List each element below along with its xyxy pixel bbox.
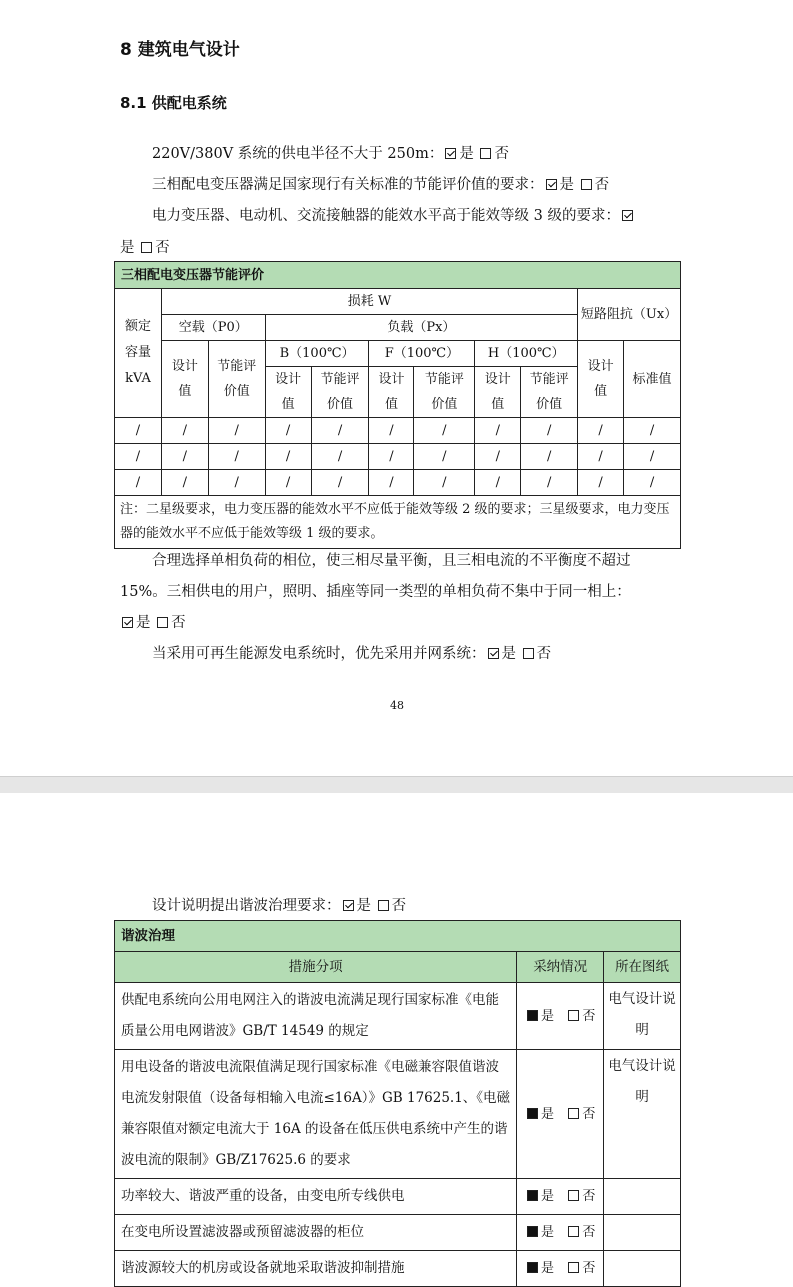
no-load-eval-header: 节能评 价值 — [208, 341, 265, 418]
no-checkbox[interactable] — [568, 1262, 579, 1273]
yes-label: 是 — [356, 898, 371, 914]
yes-checkbox[interactable] — [122, 617, 133, 628]
table-row — [115, 1050, 681, 1179]
table-row — [115, 983, 681, 1050]
yes-checkbox[interactable] — [445, 148, 456, 159]
adoption-column-header: 采纳情况 — [517, 952, 604, 983]
no-checkbox[interactable] — [568, 1108, 579, 1119]
yes-label: 是 — [501, 646, 516, 662]
h-class-header: H（100℃） — [475, 341, 578, 367]
table-row: / / / / / / / / / / / — [115, 470, 681, 496]
f-eval-header: 节能评 价值 — [414, 367, 475, 418]
table-row: / / / / / / / / / / / — [115, 418, 681, 444]
no-checkbox[interactable] — [568, 1010, 579, 1021]
adoption-cell: 是 否 — [517, 1179, 604, 1215]
short-circuit-header: 短路阻抗（Ux） — [578, 289, 681, 341]
table-row — [115, 1179, 681, 1215]
no-label: 否 — [536, 646, 552, 662]
no-checkbox[interactable] — [523, 648, 534, 659]
table-note: 注：二星级要求，电力变压器的能效水平不应低于能效等级 2 级的要求；三星级要求，电力变压器的能效水平不应低于能效等级 1 级的要求。 — [115, 496, 681, 549]
measure-cell: 功率较大、谐波严重的设备，由变电所专线供电 — [115, 1179, 517, 1215]
no-checkbox[interactable] — [581, 179, 592, 190]
no-checkbox[interactable] — [378, 900, 389, 911]
transformer-evaluation-table — [114, 261, 681, 549]
phase-balance-line-1: 合理选择单相负荷的相位，使三相尽量平衡，且三相电流的不平衡度不超过 — [152, 553, 631, 569]
no-checkbox[interactable] — [141, 242, 152, 253]
measure-cell: 用电设备的谐波电流限值满足现行国家标准《电磁兼容限值谐波电流发射限值（设备每相输入电流≤16A）》GB 17625.1、《电磁兼容限值对额定电流大于 16A 的设备在低压供电系统中产生的谐波电流的限制》GB/Z17625.6 的要求 — [115, 1050, 517, 1179]
harmonic-table — [114, 920, 681, 1287]
yes-checkbox[interactable] — [527, 1226, 538, 1237]
yes-checkbox[interactable] — [527, 1108, 538, 1119]
drawing-cell — [604, 1251, 681, 1287]
drawing-cell — [604, 1179, 681, 1215]
adoption-cell: 是 否 — [517, 1251, 604, 1287]
renewable-text: 当采用可再生能源发电系统时，优先采用并网系统： — [152, 646, 486, 662]
f-design-header: 设计 值 — [369, 367, 414, 418]
yes-checkbox[interactable] — [488, 648, 499, 659]
no-label: 否 — [391, 898, 407, 914]
impedance-standard-header: 标准值 — [624, 341, 681, 418]
drawing-cell — [604, 1215, 681, 1251]
h-eval-header: 节能评 价值 — [521, 367, 578, 418]
no-checkbox[interactable] — [157, 617, 168, 628]
b-class-header: B（100℃） — [265, 341, 369, 367]
rated-capacity-header: 额定 容量 kVA — [115, 289, 162, 418]
no-checkbox[interactable] — [568, 1190, 579, 1201]
yes-checkbox[interactable] — [546, 179, 557, 190]
no-label: 否 — [594, 177, 610, 193]
efficiency-level-line — [152, 204, 636, 225]
no-load-header: 空载（P0） — [161, 315, 265, 341]
measure-column-header: 措施分项 — [115, 952, 517, 983]
section-heading: 8.1 供配电系统 — [120, 94, 227, 112]
document-page-2 — [0, 793, 793, 1287]
impedance-design-header: 设计 值 — [578, 341, 624, 418]
yes-checkbox[interactable] — [527, 1010, 538, 1021]
renewable-line — [152, 642, 551, 663]
table-row — [115, 1251, 681, 1287]
supply-radius-text: 220V/380V 系统的供电半径不大于 250m： — [152, 146, 444, 162]
transformer-standard-line — [152, 173, 609, 194]
table-title: 三相配电变压器节能评价 — [115, 262, 681, 289]
f-class-header: F（100℃） — [369, 341, 475, 367]
supply-radius-line — [152, 142, 509, 163]
b-design-header: 设计 值 — [265, 367, 311, 418]
b-eval-header: 节能评 价值 — [311, 367, 369, 418]
page-number: 48 — [390, 699, 404, 712]
chapter-heading: 8 建筑电气设计 — [120, 40, 240, 60]
drawing-column-header: 所在图纸 — [604, 952, 681, 983]
h-design-header: 设计 值 — [475, 367, 521, 418]
yes-checkbox[interactable] — [622, 210, 633, 221]
efficiency-level-text: 电力变压器、电动机、交流接触器的能效水平高于能效等级 3 级的要求： — [152, 208, 620, 224]
yes-label: 是 — [459, 146, 474, 162]
drawing-cell: 电气设计说明 — [604, 983, 681, 1050]
harmonic-intro-line — [152, 894, 406, 915]
adoption-cell: 是 否 — [517, 1050, 604, 1179]
loss-header: 损耗 W — [161, 289, 577, 315]
yes-label: 是 — [136, 615, 151, 631]
no-label: 否 — [494, 146, 509, 162]
table-row: / / / / / / / / / / / — [115, 444, 681, 470]
no-label: 否 — [155, 240, 170, 256]
no-label: 否 — [171, 615, 186, 631]
adoption-cell: 是 否 — [517, 1215, 604, 1251]
phase-balance-line-3 — [120, 611, 186, 632]
yes-label: 是 — [559, 177, 574, 193]
table-row — [115, 1215, 681, 1251]
measure-cell: 在变电所设置滤波器或预留滤波器的柜位 — [115, 1215, 517, 1251]
load-header: 负载（Px） — [265, 315, 577, 341]
efficiency-level-line-2 — [120, 236, 170, 257]
transformer-standard-text: 三相配电变压器满足国家现行有关标准的节能评价值的要求： — [152, 177, 544, 193]
drawing-cell: 电气设计说明 — [604, 1050, 681, 1179]
measure-cell: 供配电系统向公用电网注入的谐波电流满足现行国家标准《电能质量公用电网谐波》GB/T 14549 的规定 — [115, 983, 517, 1050]
page-gap — [0, 776, 793, 794]
harmonic-intro-text: 设计说明提出谐波治理要求： — [152, 898, 341, 914]
harmonic-table-title: 谐波治理 — [115, 921, 681, 952]
yes-label: 是 — [120, 240, 135, 256]
phase-balance-line-2: 15%。三相供电的用户，照明、插座等同一类型的单相负荷不集中于同一相上： — [120, 584, 631, 600]
no-load-design-header: 设计 值 — [161, 341, 208, 418]
measure-cell: 谐波源较大的机房或设备就地采取谐波抑制措施 — [115, 1251, 517, 1287]
adoption-cell: 是 否 — [517, 983, 604, 1050]
yes-checkbox[interactable] — [527, 1262, 538, 1273]
no-checkbox[interactable] — [480, 148, 491, 159]
yes-checkbox[interactable] — [343, 900, 354, 911]
no-checkbox[interactable] — [568, 1226, 579, 1237]
yes-checkbox[interactable] — [527, 1190, 538, 1201]
